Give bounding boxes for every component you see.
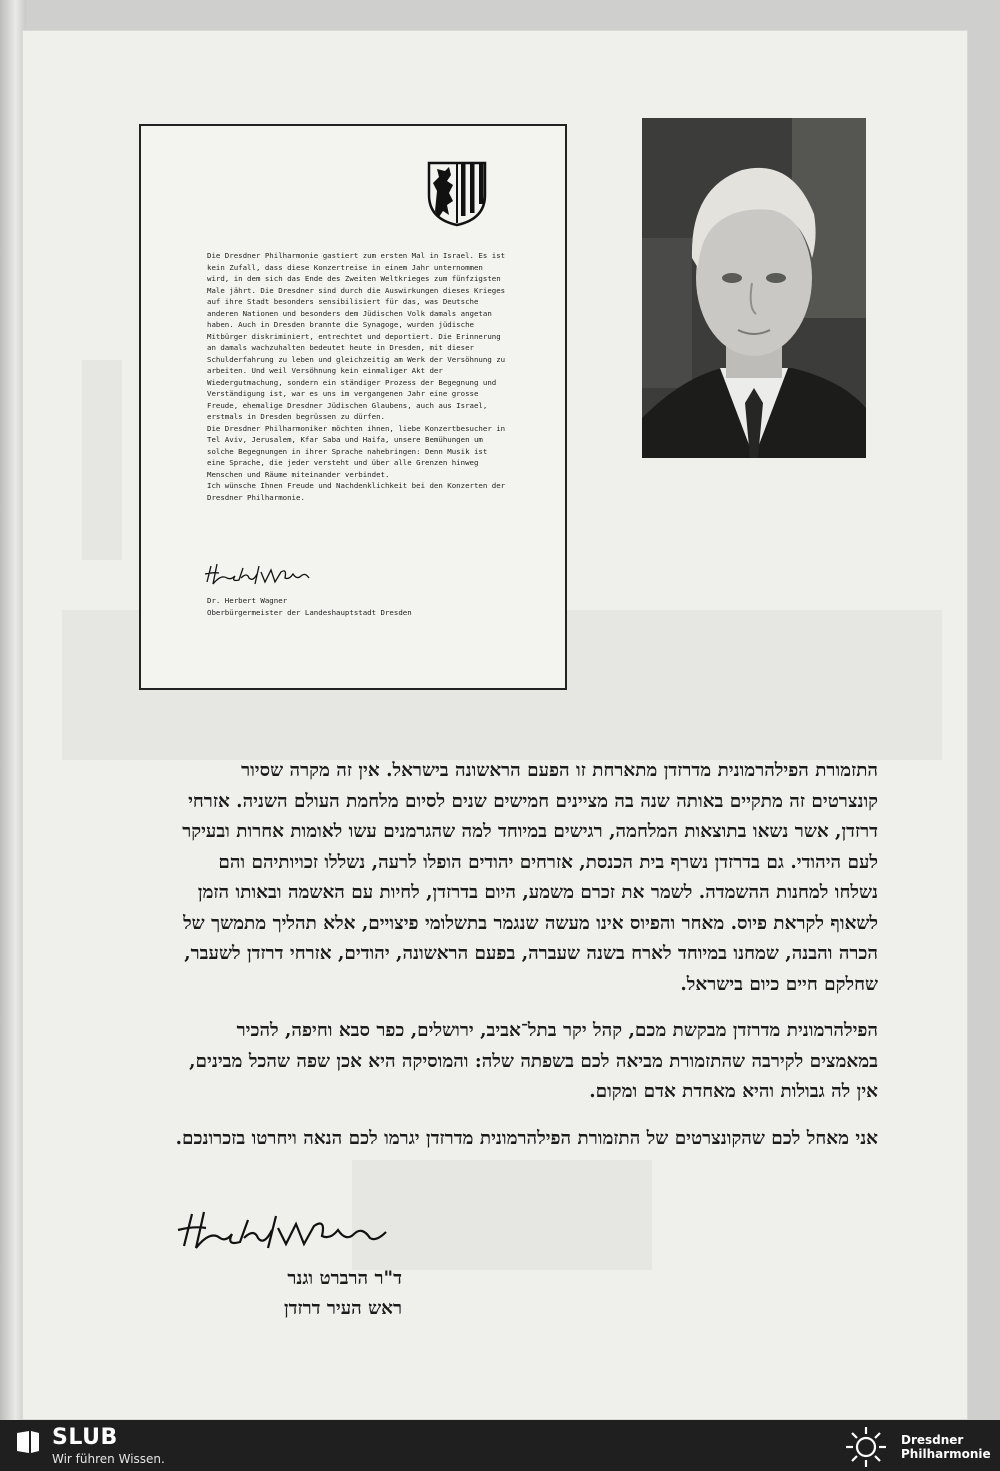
- signatory-name: Dr. Herbert Wagner: [207, 596, 288, 605]
- dresdner-philharmonie-logo-icon: [843, 1425, 889, 1469]
- dresden-coat-of-arms-icon: [427, 161, 487, 227]
- letter-body: [207, 250, 507, 503]
- hebrew-letter: [172, 756, 878, 1170]
- slub-tagline: Wir führen Wissen.: [52, 1452, 165, 1466]
- hebrew-signatory: [172, 1264, 402, 1324]
- portrait-illustration: [642, 118, 866, 458]
- letter-paragraph: Die Dresdner Philharmoniker möchten ihnen, liebe Konzertbesucher in Tel Aviv, Jerusalem, Kfar Saba und Haifa, unsere Bemühungen um solche Begegnungen in ihrer Sprache nahebringen: Denn Musik ist eine Sprache, die jeder versteht und über alle Grenzen hinweg Menschen und Räume miteinander verbindet.: [207, 423, 506, 479]
- handwritten-signature: [172, 1208, 402, 1256]
- slub-name: SLUB: [52, 1425, 118, 1450]
- letter-paragraph: Die Dresdner Philharmonie gastiert zum ersten Mal in Israel. Es ist kein Zufall, dass diese Konzertreise in einem Jahr unternommen wird, in dem sich das Ende des Zweiten Weltkrieges zum fünfzigsten Male jährt. Die Dresdner sind durch die Auswirkungen dieses Krieges auf ihre Stadt besonders sensibilisiert für das, was Deutsche anderen Nationen und besonders dem Jüdischen Volk damals angetan haben. Auch in Dresden brannte die Synagoge, wurden jüdische Mitbürger diskriminiert, entrechtet und deportiert. Die Erinnerung an damals wachzuhalten bedeutet heute in Dresden, mit dieser Schulderfahrung zu leben und gleichzeitig am Werk der Versöhnung zu arbeiten. Und weil Versöhnung kein einmaliger Akt der Wiedergutmachung, sondern ein ständiger Prozess der Begegnung und Verständigung ist, war es uns im vergangenen Jahr eine grosse Freude, ehemalige Dresdner Jüdischen Glaubens, auch aus Israel, erstmals in Dresden begrüssen zu dürfen.: [207, 251, 506, 421]
- hebrew-signatory-title: ראש העיר דרזדן: [283, 1298, 402, 1319]
- german-letter: [139, 124, 567, 690]
- letter-signatory: [207, 595, 412, 619]
- slub-logo-icon: [15, 1429, 41, 1455]
- document-page: [22, 30, 968, 1420]
- hebrew-signatory-name: ד"ר הרברט וגנר: [287, 1268, 402, 1289]
- footer-bar: [0, 1420, 1000, 1471]
- portrait-photo: [642, 118, 866, 458]
- handwritten-signature: [201, 560, 321, 590]
- dp-name-line1: Dresdner: [901, 1433, 964, 1447]
- hebrew-paragraph: התזמורת הפילהרמונית מדרזדן מתארחת זו הפעם הראשונה בישראל. אין זה מקרה שסיור קונצרטים זה מתקיים באותה שנה בה מציינים חמישים שנים לסיום מלחמת העולם השניה. אזרחי דרזדן, אשר נשאו בתוצאות המלחמה, רגישים במיוחד למה שהגרמנים עשו לאומות אחרות ובעיקר לעם היהודי. גם בדרזדן נשרף בית הכנסת, אזרחים יהודים הופלו לרעה, נשללו זכויותיהם והם נשלחו למחנות ההשמדה. לשמר את זכרם משמע, היום בדרזדן, לחיות עם האשמה ובאותו הזמן לשאוף לקראת פיוס. מאחר והפיוס אינו מעשה שנגמר בתשלומי פיצויים, אלא תהליך מתמשך של הכרה והבנה, שמחנו במיוחד לארח בשנה שעברה, בפעם הראשונה, יהודים, אזרחי דרזדן לשעבר, שחלקם חיים כיום בישראל.: [182, 760, 878, 995]
- letter-paragraph: Ich wünsche Ihnen Freude und Nachdenklichkeit bei den Konzerten der Dresdner Philharmonie.: [207, 481, 506, 502]
- show-through-block: [82, 360, 122, 560]
- signatory-title: Oberbürgermeister der Landeshauptstadt Dresden: [207, 608, 412, 617]
- hebrew-paragraph: הפילהרמונית מדרזדן מבקשת מכם, קהל יקר בתל־אביב, ירושלים, כפר סבא וחיפה, להכיר במאמצים לקירבה שהתזמורת מביאה לכם בשפתה שלה: והמוסיקה היא אכן שפה שהכל מבינים, אין לה גבולות והיא מאחדת אדם ומקום.: [189, 1020, 878, 1102]
- hebrew-paragraph: אני מאחל לכם שהקונצרטים של התזמורת הפילהרמונית מדרזדן יגרמו לכם הנאה ויחרטו בזכרונכם.: [175, 1127, 878, 1149]
- dp-name-line2: Philharmonie: [901, 1447, 991, 1461]
